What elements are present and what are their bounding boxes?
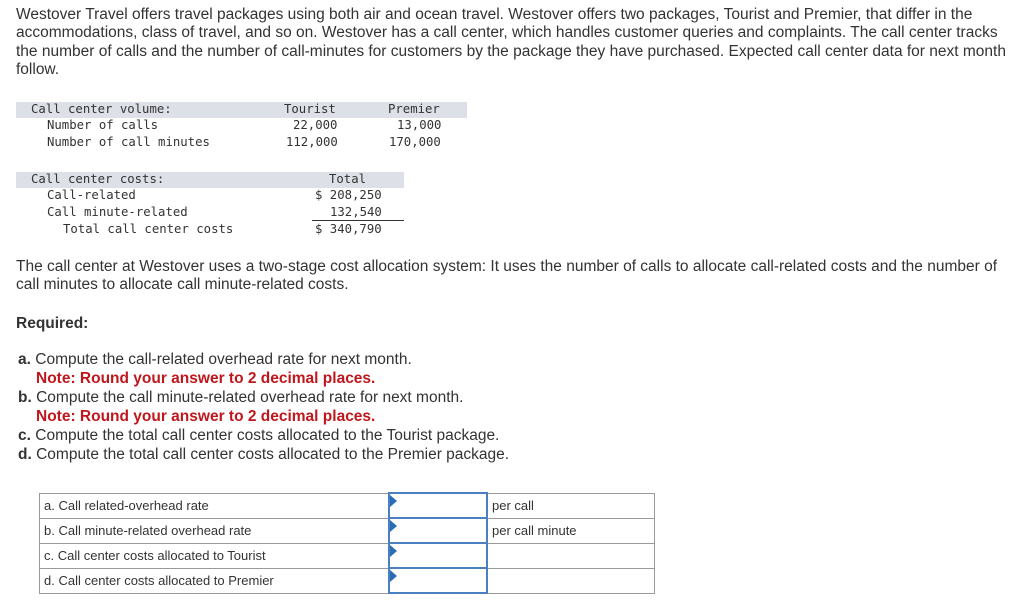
costs-total-value: $ 340,790: [315, 222, 382, 236]
answer-label: a. Call related-overhead rate: [40, 493, 390, 518]
question-b-note: Note: Round your answer to 2 decimal places.: [36, 408, 376, 425]
answer-label: d. Call center costs allocated to Premier: [40, 568, 390, 593]
question-c: [18, 426, 509, 445]
question-d: [18, 445, 509, 464]
answer-label: b. Call minute-related overhead rate: [40, 518, 390, 543]
answer-cell[interactable]: [389, 543, 487, 568]
costs-row-total: 132,540: [330, 205, 382, 219]
required-heading: Required:: [16, 315, 89, 332]
costs-row-label: Call-related: [47, 188, 136, 202]
question-text: Compute the total call center costs allocated to the Tourist package.: [35, 427, 500, 444]
intro-paragraph: Westover Travel offers travel packages using both air and ocean travel. Westover offers two packages, Tourist and Premier, that differ in the accommodations, class of travel, and so on. Westover has a call center, which handles customer queries and complaints. The call center tracks the number of calls and the number of call-minutes for customers by the package they have purchased. Expected call center data for next month follow.: [16, 6, 1006, 78]
input-marker-icon: [390, 520, 397, 532]
answer-row: [40, 493, 655, 518]
question-letter: b.: [18, 389, 32, 406]
question-text: Compute the call minute-related overhead rate for next month.: [36, 389, 464, 406]
question-text: Compute the total call center costs allocated to the Premier package.: [36, 446, 510, 463]
volume-header: Call center volume:: [31, 102, 172, 116]
allocation-paragraph: The call center at Westover uses a two-stage cost allocation system: It uses the number of calls to allocate call-related costs and the number of call minutes to allocate call minute-related costs.: [16, 258, 997, 294]
answer-unit: per call minute: [487, 518, 655, 543]
answer-label: c. Call center costs allocated to Tourist: [40, 543, 390, 568]
question-letter: a.: [18, 351, 31, 368]
question-b: [18, 388, 509, 407]
answer-unit: [487, 568, 655, 593]
costs-header: Call center costs:: [31, 172, 165, 186]
costs-col-total: Total: [329, 172, 367, 186]
question-a: [18, 350, 509, 369]
input-marker-icon: [390, 495, 397, 507]
volume-row-premier: 170,000: [389, 135, 441, 149]
costs-row-label: Call minute-related: [47, 205, 188, 219]
answer-row: [40, 568, 655, 593]
answer-cell[interactable]: [389, 493, 487, 518]
question-text: Compute the call-related overhead rate for next month.: [35, 351, 412, 368]
answer-table: [39, 492, 655, 594]
answer-input-d[interactable]: [390, 570, 486, 591]
costs-total-label: Total call center costs: [63, 222, 234, 236]
question-a-note: Note: Round your answer to 2 decimal places.: [36, 370, 376, 387]
answer-input-b[interactable]: [390, 520, 486, 541]
answer-unit: [487, 543, 655, 568]
costs-subtotal-rule: [312, 220, 404, 221]
costs-row-total: $ 208,250: [315, 188, 382, 202]
question-letter: c.: [18, 427, 31, 444]
answer-cell[interactable]: [389, 518, 487, 543]
volume-row-tourist: 22,000: [293, 118, 338, 132]
input-marker-icon: [390, 545, 397, 557]
question-list: [18, 350, 509, 464]
volume-col-tourist: Tourist: [284, 102, 336, 116]
answer-row: [40, 518, 655, 543]
volume-row-label: Number of call minutes: [47, 135, 210, 149]
question-letter: d.: [18, 446, 32, 463]
answer-input-a[interactable]: [390, 495, 486, 516]
answer-unit: per call: [487, 493, 655, 518]
volume-row-tourist: 112,000: [286, 135, 338, 149]
answer-cell[interactable]: [389, 568, 487, 593]
volume-row-label: Number of calls: [47, 118, 159, 132]
input-marker-icon: [390, 570, 397, 582]
answer-input-c[interactable]: [390, 545, 486, 566]
volume-row-premier: 13,000: [397, 118, 442, 132]
answer-row: [40, 543, 655, 568]
volume-col-premier: Premier: [388, 102, 440, 116]
